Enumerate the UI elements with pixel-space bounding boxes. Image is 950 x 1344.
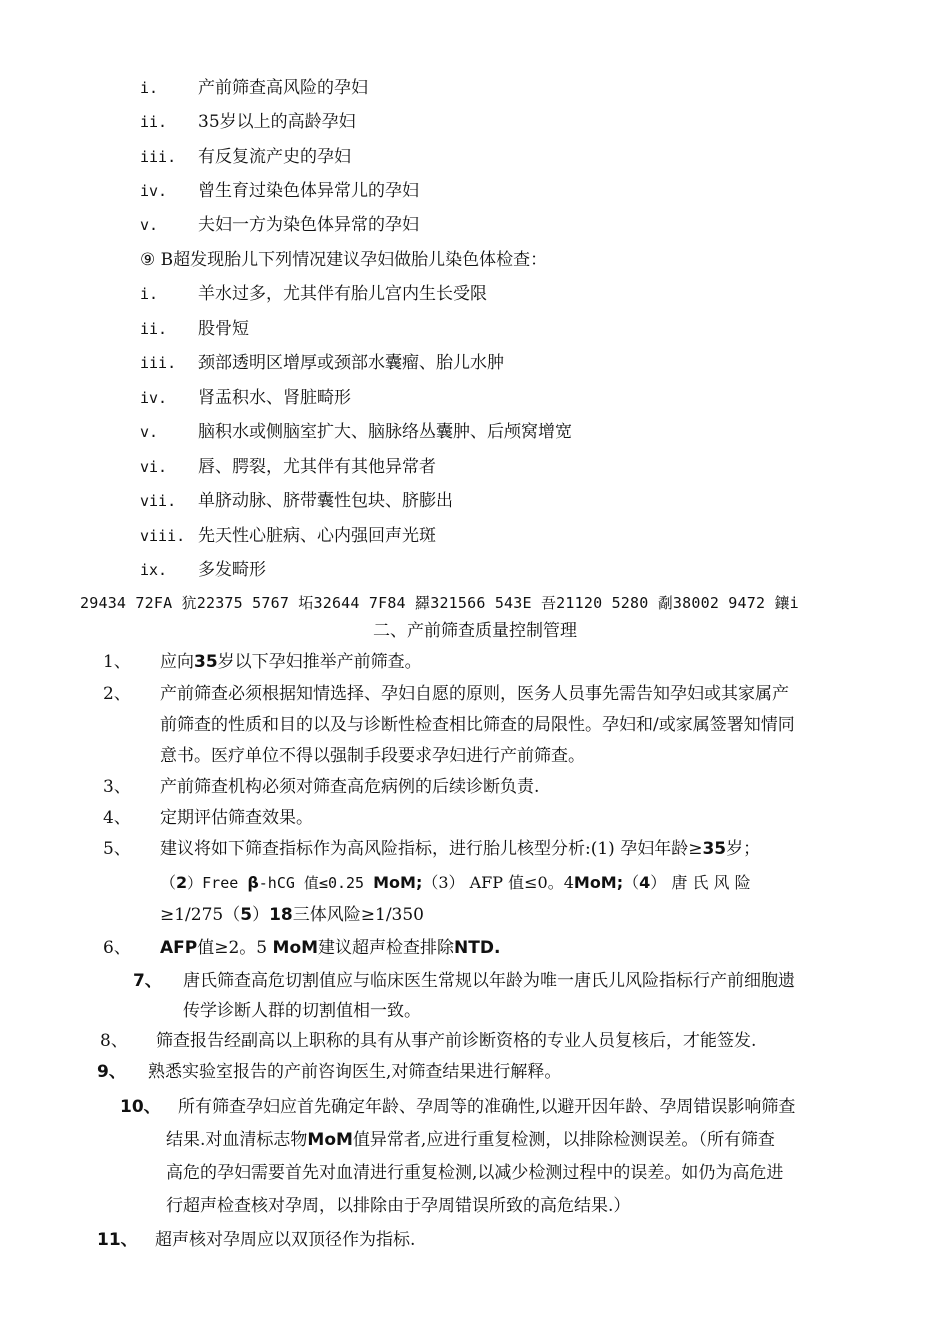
item-9-text: 熟悉实验室报告的产前咨询医生,对筛查结果进行解释。	[148, 1062, 562, 1082]
item-number: 10、	[120, 1097, 161, 1117]
item-number: 2、	[103, 684, 131, 704]
list-item: 曾生育过染色体异常儿的孕妇	[198, 181, 419, 201]
list-item: 产前筛查高风险的孕妇	[198, 78, 368, 98]
item-number: 11、	[97, 1230, 138, 1250]
ultrasound-heading: ⑨ B超发现胎儿下列情况建议孕妇做胎儿染色体检查：	[140, 250, 548, 270]
list-item-marker: iii.	[140, 148, 177, 166]
item-5-line: （2）Free β-hCG 值≤0.25 MoM;（3） AFP 值≤0。4MoM;（4） 唐 氏 风 险	[160, 873, 751, 892]
list-item: 唇、腭裂，尤其伴有其他异常者	[198, 457, 436, 477]
item-10-line: 结果.对血清标志物MoM值异常者,应进行重复检测，以排除检测误差。（所有筛查	[166, 1130, 775, 1150]
item-1-text: 应向35岁以下孕妇推举产前筛查。	[160, 652, 422, 672]
item-number: 1、	[103, 652, 131, 672]
item-number: 4、	[103, 808, 131, 828]
item-number: 8、	[100, 1031, 128, 1051]
garbled-code-line: 29434 72FA 犺22375 5767 坧32644 7F84 羄321566 543E 吾21120 5280 劀38002 9472 鑲i	[80, 594, 799, 612]
item-4-text: 定期评估筛查效果。	[160, 808, 313, 828]
list-item: 羊水过多，尤其伴有胎儿宫内生长受限	[198, 284, 487, 304]
item-5-line: ≥1/275（5）18三体风险≥1/350	[160, 905, 425, 925]
item-11-text: 超声核对孕周应以双顶径作为指标.	[155, 1230, 416, 1250]
item-5-line: 建议将如下筛查指标作为高风险指标，进行胎儿核型分析:(1) 孕妇年龄≥35岁；	[160, 839, 761, 859]
list-item-marker: i.	[140, 79, 159, 97]
item-number: 5、	[103, 839, 131, 859]
list-item-marker: vi.	[140, 458, 168, 476]
item-number: 9、	[97, 1062, 126, 1082]
item-7-line: 唐氏筛查高危切割值应与临床医生常规以年龄为唯一唐氏儿风险指标行产前细胞遗	[183, 971, 795, 991]
list-item-marker: v.	[140, 216, 159, 234]
list-item: 肾盂积水、肾脏畸形	[198, 388, 351, 408]
list-item-marker: iv.	[140, 182, 168, 200]
item-number: 3、	[103, 777, 131, 797]
list-item: 单脐动脉、脐带囊性包块、脐膨出	[198, 491, 453, 511]
list-item-marker: ii.	[140, 113, 168, 131]
list-item-marker: v.	[140, 423, 159, 441]
list-item: 先天性心脏病、心内强回声光斑	[198, 526, 436, 546]
item-number: 7、	[133, 971, 162, 991]
item-10-line: 行超声检查核对孕周，以排除由于孕周错误所致的高危结果.）	[166, 1196, 631, 1216]
item-2-line: 意书。医疗单位不得以强制手段要求孕妇进行产前筛查。	[160, 746, 585, 766]
item-8-text: 筛查报告经副高以上职称的具有从事产前诊断资格的专业人员复核后，才能签发.	[156, 1031, 757, 1051]
list-item: 颈部透明区增厚或颈部水囊瘤、胎儿水肿	[198, 353, 504, 373]
list-item: 有反复流产史的孕妇	[198, 147, 351, 167]
list-item: 脑积水或侧脑室扩大、脑脉络丛囊肿、后颅窝增宽	[198, 422, 572, 442]
list-item-marker: viii.	[140, 527, 186, 545]
list-item-marker: iv.	[140, 389, 168, 407]
list-item-marker: ii.	[140, 320, 168, 338]
item-10-line: 高危的孕妇需要首先对血清进行重复检测,以减少检测过程中的误差。如仍为高危进	[166, 1163, 784, 1183]
item-3-text: 产前筛查机构必须对筛查高危病例的后续诊断负责.	[160, 777, 540, 797]
list-item: 夫妇一方为染色体异常的孕妇	[198, 215, 419, 235]
item-6-text: AFP值≥2。5 MoM建议超声检查排除NTD.	[160, 938, 501, 958]
item-2-line: 前筛查的性质和目的以及与诊断性检查相比筛查的局限性。孕妇和/或家属签署知情同	[160, 715, 795, 735]
item-number: 6、	[103, 938, 131, 958]
list-item: 股骨短	[198, 319, 249, 339]
item-7-line: 传学诊断人群的切割值相一致。	[183, 1001, 421, 1021]
item-2-line: 产前筛查必须根据知情选择、孕妇自愿的原则，医务人员事先需告知孕妇或其家属产	[160, 684, 789, 704]
item-10-line: 所有筛查孕妇应首先确定年龄、孕周等的准确性,以避开因年龄、孕周错误影响筛查	[178, 1097, 796, 1117]
section-title: 二、产前筛查质量控制管理	[373, 621, 577, 641]
list-item-marker: ix.	[140, 561, 168, 579]
list-item-marker: i.	[140, 285, 159, 303]
list-item: 35岁以上的高龄孕妇	[198, 112, 356, 132]
list-item-marker: vii.	[140, 492, 177, 510]
list-item: 多发畸形	[198, 560, 266, 580]
list-item-marker: iii.	[140, 354, 177, 372]
